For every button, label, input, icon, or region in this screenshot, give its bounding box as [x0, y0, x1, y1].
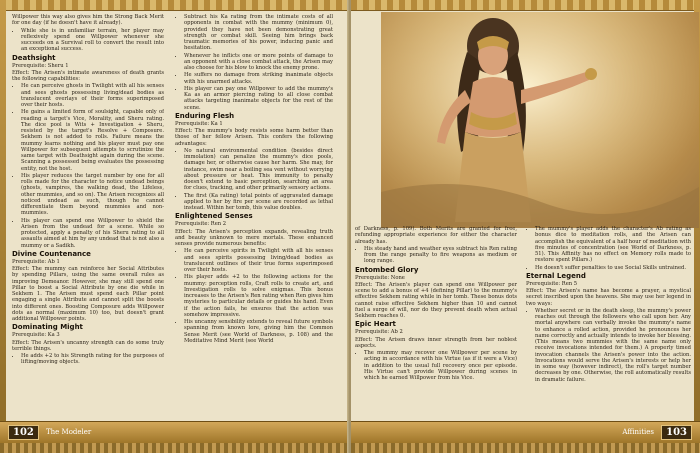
- prerequisite: Prerequisite: Ka 3: [12, 332, 60, 339]
- left-bottom-ornament: [0, 443, 349, 453]
- prerequisite: Prerequisite: Ren 2: [175, 221, 227, 228]
- section-heading-epic-heart: Epic Heart: [355, 320, 396, 329]
- effect-text: Effect: The Arisen's perception expands, revealing truth and beauty unknown to mere mortals. These enhanced senses provide numerous benefits:: [175, 228, 333, 247]
- bullet-list: [12, 353, 164, 366]
- bullet-list: [526, 308, 691, 383]
- page-number: 103: [661, 425, 692, 440]
- list-item: • His uncanny sensibility extends to reveal future symbols spanning from known lore, giving him the Common Sense Merit (see World of Darkness, p. 108) and the Meditative Mind Merit (see World: [184, 319, 333, 344]
- list-item: • He doesn't suffer penalties to use Social Skills untrained.: [535, 265, 691, 271]
- list-item: • His player adds +2 to the following actions for the mummy: perception rolls, Craft rolls to create art, and Investigation rolls to solve enigmas. This bonus increases to the Arisen's Ren rating when Ren gives him mysteries to particular details or guides his hand. Even if the action fails, he ensures that the action was somehow impressive.: [184, 274, 333, 318]
- section-heading-eternal-legend: Eternal Legend: [526, 271, 586, 280]
- list-item: • His player can spend one Willpower to shield the Arisen from the undead for a scene. While so protected, apply a penalty of his Sheru rating to all assaults aimed at him by any undead that is not also a mummy or a Sadikh.: [21, 218, 164, 249]
- effect-text: Effect: The Arisen's uncanny strength can do some truly terrible things.: [12, 339, 164, 352]
- left-column-2: [175, 14, 333, 390]
- bullet-list: [175, 14, 333, 111]
- right-bottom-ornament: [351, 443, 700, 453]
- right-column-1: [355, 226, 517, 394]
- list-item: • He gains a limited form of soulsight, capable only of reading a target's Vice, Morality, and Sheru rating. The dice pool is Wits + Investigation + Sheru, resisted by the target's Resolve + Composure. Sekhem is not added to rolls. Failure means the mummy learns nothing and his player must pay one Willpower for subsequent attempts to scrutinize the same target with Deathsight again during the scene. Scanning a possessed being evaluates the possessing entity, not the host.: [21, 109, 164, 172]
- paragraph: of Darkness, p. 109). Both Merits are granted for free, refunding appropriate experience for either the character already has.: [355, 226, 517, 245]
- prerequisite: Prerequisite: Ka 1: [175, 120, 223, 127]
- list-item: • While she is in unfamiliar terrain, her player may reflexively spend one Willpower whenever she succeeds on a Survival roll to convert the result into an exceptional success.: [21, 28, 164, 53]
- effect-text: Effect: The mummy can reinforce her Social Attributes by spending Pillars, using the same overall rules as improving Demeanor. However, she may still spend one Pillar to boost a Social Attribute by one die while in Sekhem 1. The Arisen must spend each Pillar point engaging a single Attribute and cannot split the boosts into different ones. Boosting Composure adds Willpower dots as normal (maximum 10) too, but doesn't grant additional Willpower points.: [12, 266, 164, 322]
- right-footer-bar: [351, 421, 700, 445]
- list-item: • He adds +2 to his Strength rating for the purposes of lifting/moving objects.: [21, 353, 164, 366]
- effect-text: Effect: The Arisen draws inner strength from her noblest aspects.: [355, 336, 517, 349]
- illustration: [381, 12, 699, 228]
- section-heading-divine-countenance: Divine Countenance: [12, 249, 91, 258]
- priestess-illustration: [381, 12, 699, 228]
- list-item: • Subtract his Ka rating from the intimate costs of all opponents in combat with the mummy (minimum 0), provided they have not been demonstrating great strength or combat skill. Seeing him brings back traumatic memories of his power, inducing panic and hesitation.: [184, 14, 333, 52]
- prerequisite: Prerequisite: None: [355, 274, 405, 281]
- left-footer-bar: [0, 421, 349, 445]
- effect-text: Effect: The Arisen's name has become a prayer, a mystical secret inscribed upon the heavens. She may use her legend in two ways:: [526, 288, 691, 307]
- bullet-list: [355, 246, 517, 265]
- list-item: • He can perceive spirits in Twilight with all his senses and sees spirits possessing living/dead bodies as translucent outlines of their true forms superimposed over their hosts.: [184, 248, 333, 273]
- right-page: [351, 0, 700, 453]
- list-item: • His player can pay one Willpower to add the mummy's Ka as an armor piercing rating to all close combat attacks targeting inanimate objects for the rest of the scene.: [184, 86, 333, 111]
- list-item: • Whenever he inflicts one or more points of damage to an opponent with a close combat attack, the Arisen may also choose for his blow to knock the enemy prone.: [184, 53, 333, 72]
- page-number: 102: [8, 425, 39, 440]
- bullet-list: [175, 248, 333, 344]
- left-column-1: [12, 14, 164, 390]
- footer-title: Affinities: [622, 428, 654, 436]
- left-page: [0, 0, 349, 453]
- section-heading-dominating-might: Dominating Might: [12, 323, 83, 332]
- effect-text: Effect: The Arisen's player can spend one Willpower per scene to add a bonus of +4 (defining Pillar) to the mummy's effective Sekhem rating while in her tomb. These bonus dots cannot raise effective Sekhem higher than 10 and cannot fuel a surge of will, nor do they prevent death when actual Sekhem reaches 0.: [355, 281, 517, 319]
- bullet-list: [526, 226, 691, 271]
- prerequisite: Prerequisite: Sheru 1: [12, 62, 69, 69]
- list-item: • He suffers no damage from striking inanimate objects with his unarmed attacks.: [184, 72, 333, 85]
- bullet-list: [355, 350, 517, 381]
- paragraph: Willpower this way also gives him the Strong Back Merit for one day (if he doesn't have it already).: [12, 14, 164, 27]
- effect-text: Effect: The mummy's body resists some harm better than those of her fellow Arisen. This confers the following advantages:: [175, 128, 333, 147]
- section-heading-enduring-flesh: Enduring Flesh: [175, 111, 235, 120]
- effect-text: Effect: The Arisen's intimate awareness of death grants the following capabilities:: [12, 69, 164, 82]
- list-item: • His player reduces the target number by one for all rolls made for the character to notice undead beings (ghosts, vampires, the walking dead, the Lifeless, other mummies, and so on). The Arisen recognizes all noticed undead as such, though he cannot differentiate them beyond mummies and non-mummies.: [21, 173, 164, 217]
- prerequisite: Prerequisite: Ren 5: [526, 280, 578, 287]
- prerequisite: Prerequisite: Ab 1: [12, 258, 60, 265]
- footer-title: The Modeler: [46, 428, 92, 436]
- bullet-list: [175, 148, 333, 212]
- list-item: • No natural environmental condition (besides direct immolation) can penalize the mummy's dice pools, damage her, or otherwise cause her harm. She may, for instance, swim near a boiling sea vent without worrying about pressure or heat. This immunity to penalty doesn't extend to basic perception, searching an area for clues, tracking, and other primarily sensory actions.: [184, 148, 333, 192]
- prerequisite: Prerequisite: Ab 2: [355, 329, 403, 336]
- bullet-list: [12, 83, 164, 249]
- section-heading-entombed-glory: Entombed Glory: [355, 265, 419, 274]
- list-item: • He can perceive ghosts in Twilight with all his senses and sees ghosts possessing living/dead bodies as translucent overlays of their forms superimposed over their hosts.: [21, 83, 164, 108]
- list-item: • His steady hand and weather eyes subtract his Ren rating from the range penalty to fire weapons as medium or long range.: [364, 246, 517, 265]
- left-page-top-border: [0, 0, 349, 11]
- right-column-2: [526, 226, 691, 394]
- section-heading-deathsight: Deathsight: [12, 53, 56, 62]
- right-page-top-border: [351, 0, 700, 11]
- section-heading-enlightened-senses: Enlightened Senses: [175, 212, 253, 221]
- bullet-list: [12, 28, 164, 53]
- list-item: • The mummy may recover one Willpower per scene by acting in accordance with his Virtue (as if it were a Vice) in addition to the usual full recovery once per episode. His Virtue can't provide Willpower during scenes in which he earned Willpower from his Vice.: [364, 350, 517, 381]
- list-item: • Whether secret or in the death sleep, the mummy's power reaches out through the followers who call upon her. Any mortal anywhere can verbally invoke the mummy's name to enhance a rolled action, provided he pronounces her name correctly and actually intends to invoke her blessing. (This means two mummies with the same name only receive invocations intended for them.) A properly timed invocation channels the Arisen's power into the action. Invocations would serve the Arisen's interests or help her in some way (however indirect), the roll's target number decreases by one. Otherwise, the roll automatically results in dramatic failure.: [535, 308, 691, 383]
- left-page-edge-ornament: [0, 0, 6, 453]
- list-item: • The first (Ka rating) total points of aggravated damage applied to her by fire per scene are recorded as lethal instead. Within her tomb, this value doubles.: [184, 193, 333, 212]
- list-item: • The mummy's player adds the character's Ab rating as bonus dice to meditation rolls, and the Arisen can accomplish the equivalent of a half hour of meditation with five minutes of concentration (see World of Darkness, p. 51). This Affinity has no effect on Memory rolls made to restore spent Pillars.): [535, 226, 691, 264]
